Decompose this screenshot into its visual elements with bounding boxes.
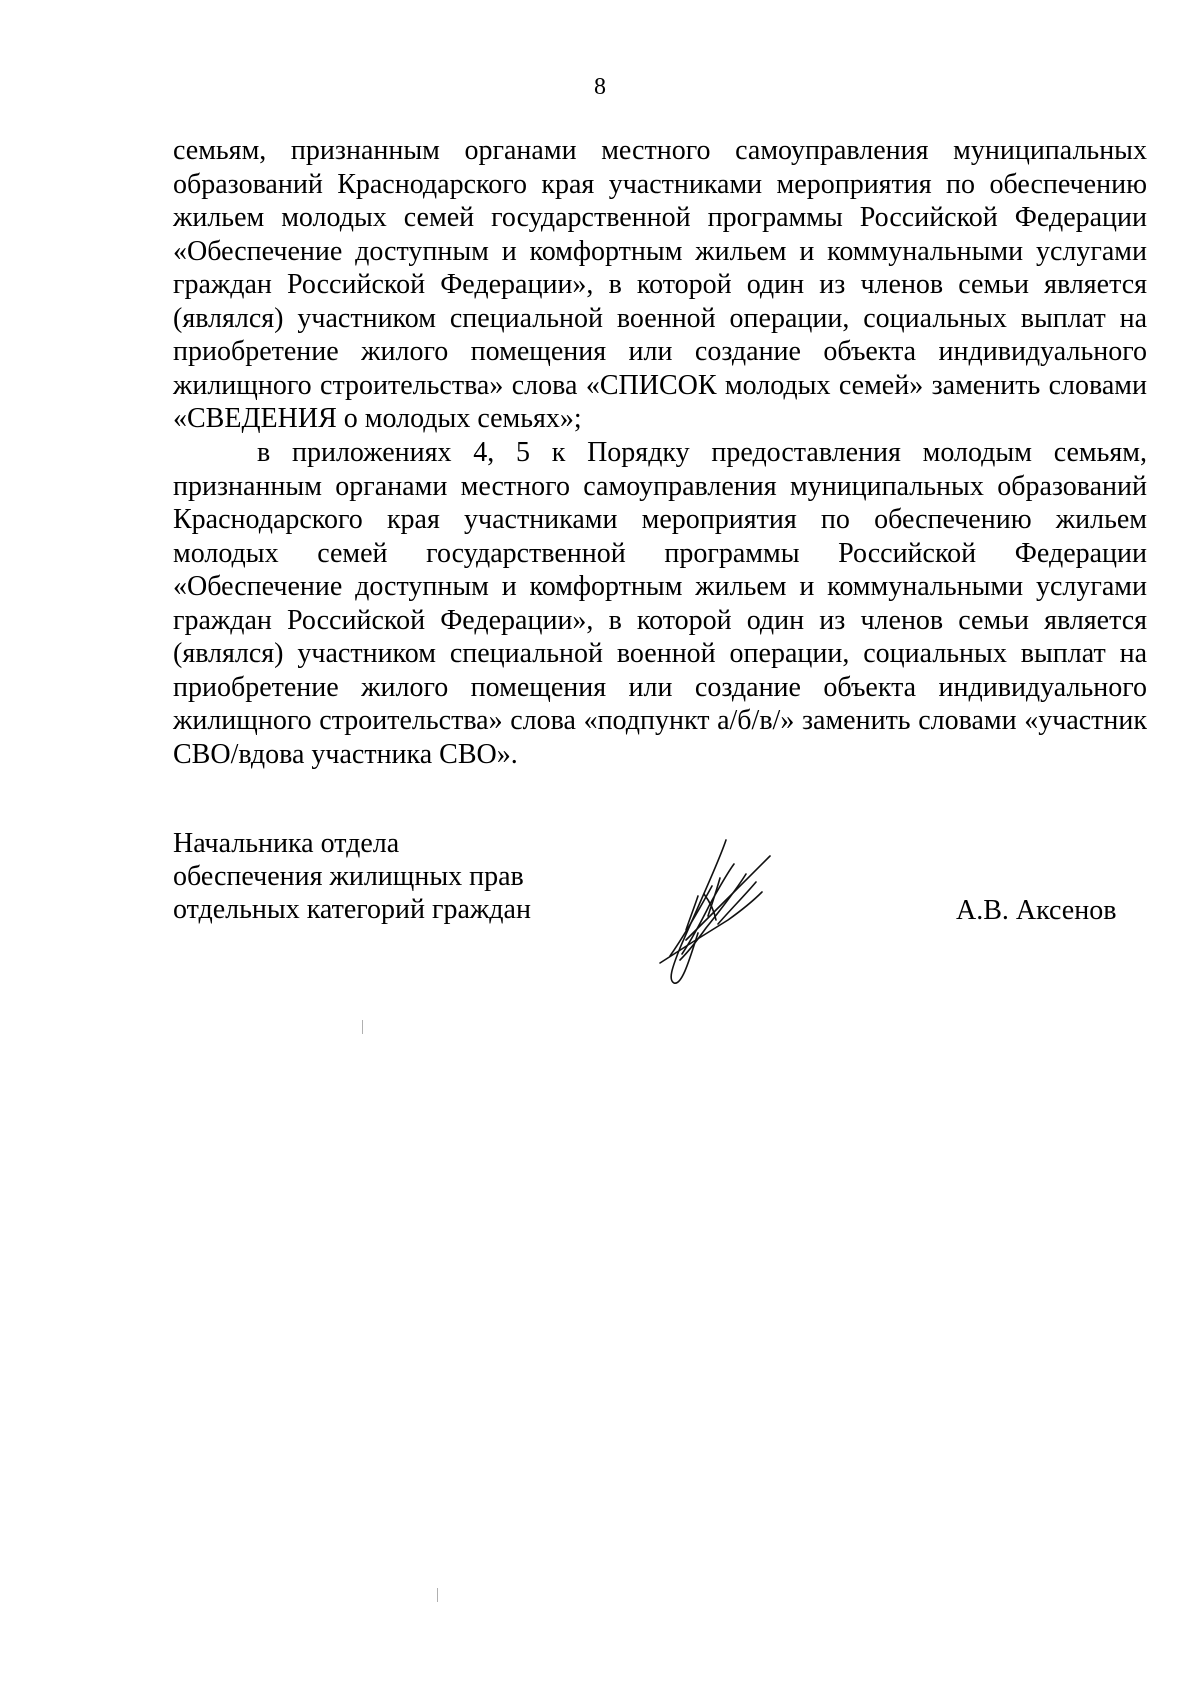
paragraph-1-line: семьям, признанным органами местного самоуправления муниципальных [173, 135, 1147, 166]
paragraph-1-line: приобретение жилого помещения или создание объекта индивидуального [173, 336, 1147, 367]
signatory-title [173, 827, 531, 926]
scan-speck [437, 1588, 438, 1602]
signatory-title-line: обеспечения жилищных прав [173, 861, 524, 892]
handwritten-signature [650, 838, 800, 988]
page-number: 8 [594, 74, 606, 100]
paragraph-1-line: жилищного строительства» слова «СПИСОК молодых семей» заменить словами [173, 369, 1147, 401]
paragraph-2-line: «Обеспечение доступным и комфортным жильем и коммунальными услугами [173, 571, 1147, 602]
paragraph-2-line: жилищного строительства» слова «подпункт а/б/в/» заменить словами «участник [173, 705, 1147, 736]
paragraph-1-line: образований Краснодарского края участниками мероприятия по обеспечению [173, 168, 1147, 200]
signatory-name: А.В. Аксенов [956, 895, 1117, 926]
paragraph-2-line: Краснодарского края участниками мероприятия по обеспечению жильем [173, 504, 1147, 535]
paragraph-2-line: признанным органами местного самоуправления муниципальных образований [173, 470, 1147, 502]
paragraph-1-line: «СВЕДЕНИЯ о молодых семьях»; [173, 403, 582, 434]
signatory-title-line: Начальника отдела [173, 828, 400, 859]
scan-speck [362, 1020, 363, 1034]
paragraph-1-line: (являлся) участником специальной военной операции, социальных выплат на [173, 302, 1147, 334]
signatory-title-line: отдельных категорий граждан [173, 894, 531, 925]
paragraph-1-line: «Обеспечение доступным и комфортным жильем и коммунальными услугами [173, 235, 1147, 267]
paragraph-2-line: приобретение жилого помещения или создание объекта индивидуального [173, 671, 1147, 703]
paragraph-1 [173, 134, 1147, 436]
paragraph-1-line: граждан Российской Федерации», в которой один из членов семьи является [173, 269, 1147, 300]
paragraph-1-line: жильем молодых семей государственной программы Российской Федерации [173, 202, 1147, 233]
paragraph-2-line: в приложениях 4, 5 к Порядку предоставления молодым семьям, [257, 437, 1147, 468]
paragraph-2-line: граждан Российской Федерации», в которой один из членов семьи является [173, 604, 1147, 636]
paragraph-2-line: (являлся) участником специальной военной операции, социальных выплат на [173, 638, 1147, 669]
paragraph-2 [173, 436, 1147, 771]
paragraph-2-line: молодых семей государственной программы Российской Федерации [173, 537, 1147, 569]
paragraph-2-line: СВО/вдова участника СВО». [173, 738, 518, 770]
